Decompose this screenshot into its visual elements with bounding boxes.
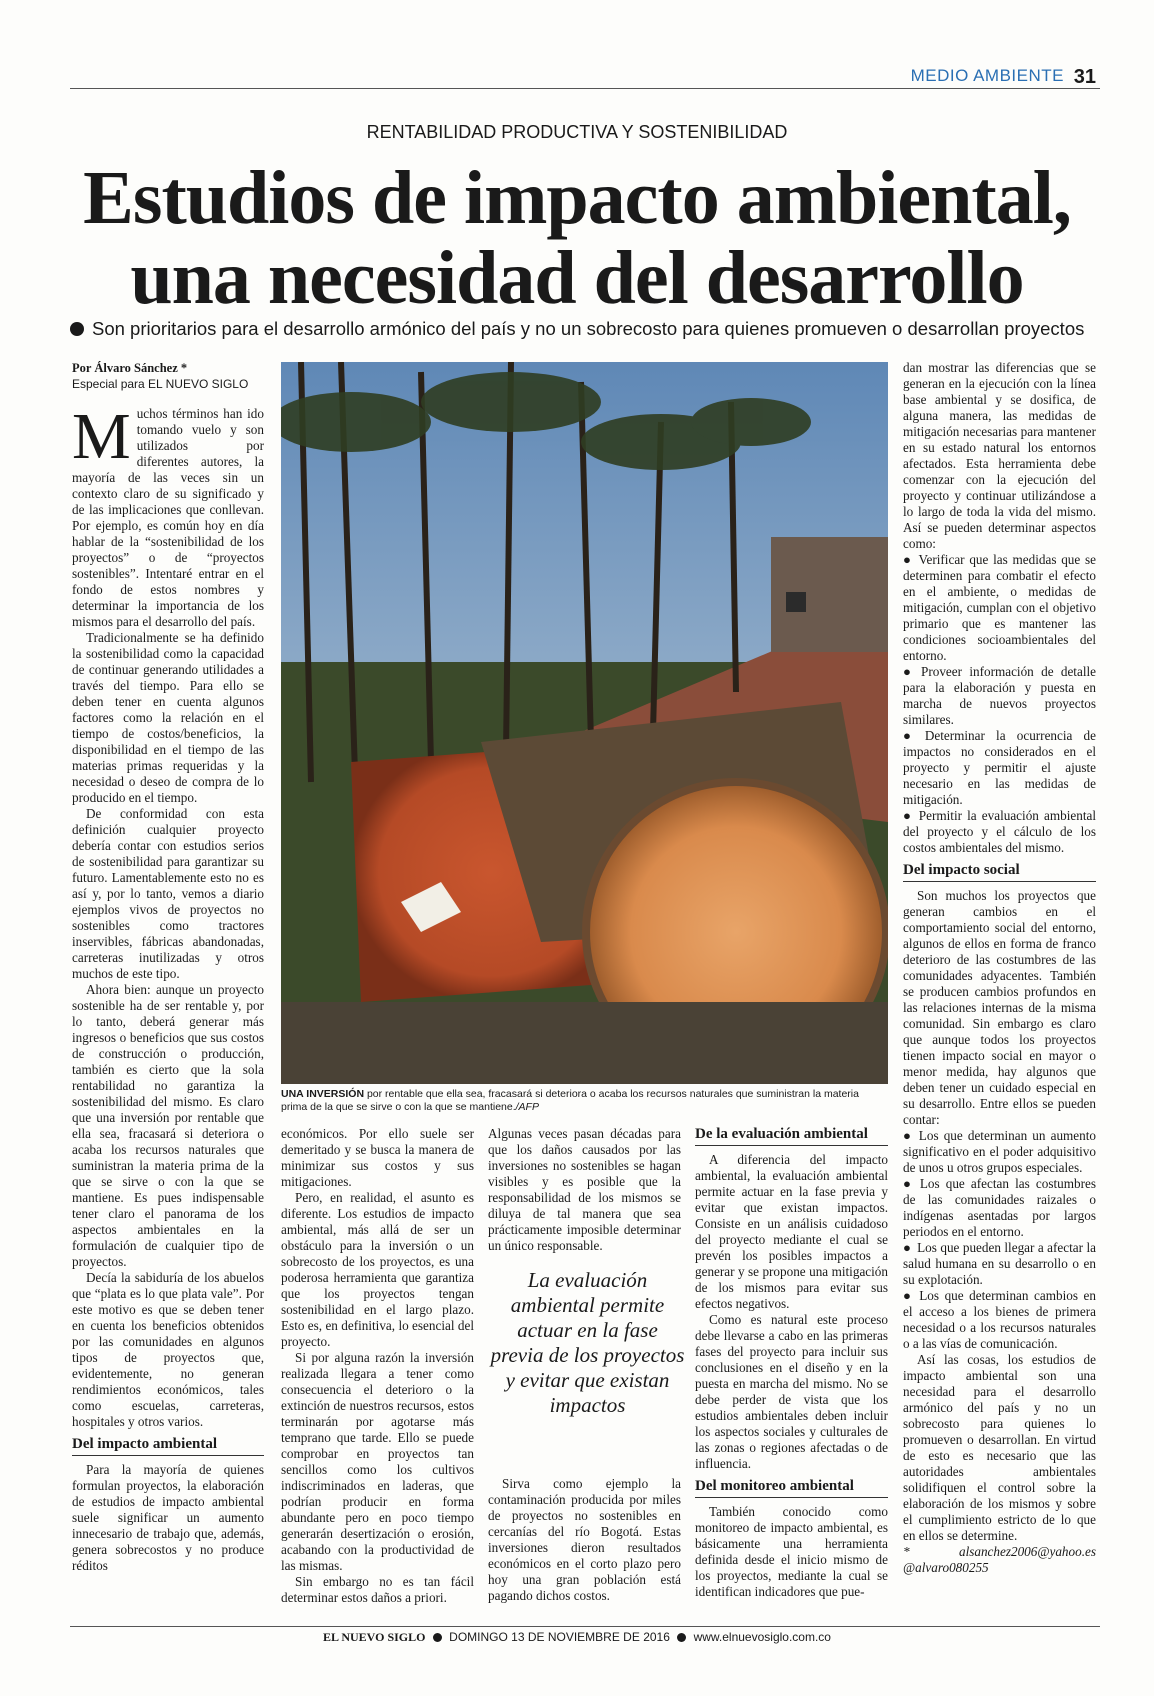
paragraph: De conformidad con esta definición cualquier proyecto debería contar con estudios serios de sostenibilidad para garantizar su futuro. Lamentablemente esto no es así y, por lo tanto, vemos a diario ejemplos vivos de proyectos no sostenibles como tractores inservibles, fábricas abandonadas, carreteras inutilizadas y otros muchos de este tipo. xyxy=(72,806,264,981)
newspaper-logo: EL NUEVO SIGLO xyxy=(323,1630,426,1644)
article-photo xyxy=(281,362,888,1084)
dropcap: M xyxy=(72,400,131,473)
page-number: 31 xyxy=(1073,66,1096,88)
deck xyxy=(70,318,1100,340)
paragraph: Como es natural este proceso debe llevarse a cabo en las primeras fases del proyecto para incluir sus conclusiones en el diseño y en la puesta en marcha del mismo. No se debe perder de vista que los estudios ambientales deben incluir los aspectos sociales y culturales de las zonas o regiones afectadas o de influencia. xyxy=(695,1312,888,1471)
section-label: MEDIO AMBIENTE xyxy=(910,66,1064,85)
column-5 xyxy=(903,360,1096,1576)
author-email: * alsanchez2006@yahoo.es @alvaro080255 xyxy=(903,1544,1096,1575)
column-1 xyxy=(72,360,264,1574)
paragraph: También conocido como monitoreo de impacto ambiental, es básicamente una herramienta definida desde el inicio mismo de los proyectos, mediante la cual se identifican indicadores que pue- xyxy=(695,1504,888,1599)
paragraph: Sin embargo no es tan fácil determinar estos daños a priori. xyxy=(281,1574,474,1605)
caption-lead: UNA INVERSIÓN xyxy=(281,1088,365,1100)
column-2 xyxy=(281,1126,474,1606)
deck-text: Son prioritarios para el desarrollo armónico del país y no un sobrecosto para quienes promueven o desarrollan proyectos xyxy=(92,318,1085,339)
paragraph: Sirva como ejemplo la contaminación producida por miles de proyectos no sostenibles en cercanías del río Bogotá. Estas inversiones dieron resultados económicos en el corto plazo pero hoy una gran población está pagando dichos costos. xyxy=(488,1476,681,1603)
subhead: Del impacto social xyxy=(903,862,1096,882)
bullet-icon xyxy=(677,1633,686,1642)
headline-line1: Estudios de impacto ambiental, xyxy=(83,156,1071,240)
column-4 xyxy=(695,1120,888,1600)
bullet-item: ● Verificar que las medidas que se determinen para combatir el efecto en el ambiente, o medidas de mitigación, cumplan con el objetivo primario que es mantener las condiciones socioambientales del entorno. xyxy=(903,552,1096,664)
bullet-item: ● Los que determinan cambios en el acceso a los bienes de primera necesidad o a los recursos naturales o a las vías de comunicación. xyxy=(903,1288,1096,1352)
paragraph: Son muchos los proyectos que generan cambios en el comportamiento social del entorno, algunos de ellos en forma de franco deterioro de las costumbres de las comunidades adyacentes. También se producen cambios profundos en las relaciones internas de la misma comunidad. Sin embargo es claro que aunque todos los proyectos tienen impacto social en mayor o menor medida, hay algunos que deben tener un cuidado especial en su desarrollo. Entre ellos se pueden contar: xyxy=(903,888,1096,1127)
column-3 xyxy=(488,1126,681,1254)
paragraph: Decía la sabiduría de los abuelos que “plata es lo que plata vale”. Por este motivo es que se deben tener en cuenta los beneficios obtenidos por las comunidades en algunos tipos de proyectos que, evidentemente, no generan rendimientos económicos, tales como escuelas, carreteras, hospitales y otros varios. xyxy=(72,1270,264,1429)
bullet-item: ● Los que afectan las costumbres de las comunidades raizales o indígenas asentadas por largos periodos en el entorno. xyxy=(903,1176,1096,1240)
kicker: RENTABILIDAD PRODUCTIVA Y SOSTENIBILIDAD xyxy=(366,122,788,142)
footer-date: DOMINGO 13 DE NOVIEMBRE DE 2016 xyxy=(449,1630,670,1644)
byline-author: Por Álvaro Sánchez * xyxy=(72,361,188,375)
bullet-item: ● Los que pueden llegar a afectar la salud humana en su desarrollo o en su explotación. xyxy=(903,1240,1096,1288)
bullet-item: ● Permitir la evaluación ambiental del proyecto y el cálculo de los costos ambientales del mismo. xyxy=(903,808,1096,856)
bullet-item: ● Proveer información de detalle para la elaboración y puesta en marcha de nuevos proyectos similares. xyxy=(903,664,1096,728)
headline-line2: una necesidad del desarrollo xyxy=(130,236,1024,320)
paragraph: Tradicionalmente se ha definido la sostenibilidad como la capacidad de continuar generando utilidades a través del tiempo. Para ello se deben tener en cuenta algunos factores como la relación en el tiempo de costos/beneficios, la disponibilidad en el tiempo de las materias primas requeridas y la necesidad o deseo de compra de lo producido en el tiempo. xyxy=(72,630,264,805)
subhead: De la evaluación ambiental xyxy=(695,1126,888,1146)
paragraph: Para la mayoría de quienes formulan proyectos, la elaboración de estudios de impacto ambiental suele significar un aumento innecesario de trabajo que, además, genera sobrecostos y no produce réditos xyxy=(72,1462,264,1573)
paragraph: Así las cosas, los estudios de impacto ambiental son una necesidad para el desarrollo armónico del país y no un sobrecosto para quienes lo promueven o desarrollan. En virtud de esto es necesario que las autoridades ambientales solidifiquen el control sobre la elaboración de los mismos y sobre el cumplimiento estricto de lo que en ellos se determine. xyxy=(903,1352,1096,1543)
paragraph: dan mostrar las diferencias que se generan en la ejecución con la línea base ambiental y se dosifica, de alguna manera, las medidas de mitigación necesarias para mantener en su estado natural los entornos afectados. Esta herramienta debe comenzar con la ejecución del proyecto y continuar utilizándose a lo largo de toda la vida del mismo. Así se pueden determinar aspectos como: xyxy=(903,360,1096,551)
subhead: Del monitoreo ambiental xyxy=(695,1478,888,1498)
header-rule xyxy=(70,88,1100,89)
caption-text: por rentable que ella sea, fracasará si deteriora o acaba los recursos naturales que suministran la materia prima de la que se sirve o con la que se mantiene. xyxy=(281,1088,859,1113)
byline-affiliation: Especial para EL NUEVO SIGLO xyxy=(72,377,249,391)
felled-logs-photo xyxy=(281,362,888,1084)
bullet-item: ● Los que determinan un aumento significativo en el poder adquisitivo de unos u otros grupos especiales. xyxy=(903,1128,1096,1176)
page-footer xyxy=(0,1630,1154,1645)
subhead: Del impacto ambiental xyxy=(72,1436,264,1456)
pull-quote: La evaluación ambiental permite actuar en la fase previa de los proyectos y evitar que existan impactos xyxy=(490,1268,685,1417)
paragraph: Algunas veces pasan décadas para que los daños causados por las inversiones no sostenibles se hagan visibles y es posible que la responsabilidad de los mismos se diluya de tal manera que sea prácticamente imposible determinar un único responsable. xyxy=(488,1126,681,1253)
paragraph: uchos términos han ido tomando vuelo y son utilizados por diferentes autores, la mayoría de las veces sin un contexto claro de su significado y de las implicaciones que conllevan. Por ejemplo, es común hoy en día hablar de la “sostenibilidad de los proyectos” o de “proyectos sostenibles”. Intentaré entrar en el fondo de estos nombres y determinar la importancia de los mismos para el desarrollo del país. xyxy=(72,406,264,629)
paragraph: Si por alguna razón la inversión realizada llegara a tener como consecuencia el deterioro o la extinción de nuestros recursos, estos terminarán por agotarse más temprano que tarde. Ello se puede comprobar en proyectos tan sencillos como los cultivos indiscriminados en laderas, que podrían producir en forma abundante pero en poco tiempo generarán desertización o erosión, acabando con la productividad de las mismas. xyxy=(281,1350,474,1573)
column-3-lower xyxy=(488,1476,681,1604)
caption-credit: /AFP xyxy=(515,1101,539,1113)
bullet-item: ● Determinar la ocurrencia de impactos no considerados en el proyecto y permitir el ajuste necesario en las medidas de mitigación. xyxy=(903,728,1096,808)
bullet-icon xyxy=(70,322,84,336)
paragraph: Pero, en realidad, el asunto es diferente. Los estudios de impacto ambiental, más allá de ser un obstáculo para la inversión o un sobrecosto de los proyectos, es una poderosa herramienta que garantiza que los proyectos tengan sostenibilidad en el largo plazo. Esto es, en definitiva, lo esencial del proyecto. xyxy=(281,1190,474,1349)
paragraph: A diferencia del impacto ambiental, la evaluación ambiental permite actuar en la fase previa y evitar que existan impactos. Consiste en un análisis cuidadoso del proyecto mediante el cual se prevén los posibles impactos a generar y se propone una mitigación de los mismos para evitar sus efectos negativos. xyxy=(695,1152,888,1311)
photo-caption xyxy=(281,1088,888,1114)
footer-website: www.elnuevosiglo.com.co xyxy=(693,1630,831,1644)
headline xyxy=(0,158,1154,318)
footer-rule xyxy=(70,1626,1100,1627)
paragraph: Ahora bien: aunque un proyecto sostenible ha de ser rentable y, por lo tanto, deberá generar más ingresos o beneficios que sus costos de construcción o producción, también es cierto que la sola rentabilidad no garantiza la sostenibilidad del mismo. Es claro que una inversión por rentable que ella sea, fracasará si deteriora o acaba los recursos naturales que suministran la materia prima de la que se sirve o con la que se mantiene. Es pues indispensable tener claro el panorama de los aspectos ambientales en la formulación de cualquier tipo de proyectos. xyxy=(72,982,264,1269)
bullet-icon xyxy=(433,1633,442,1642)
paragraph: económicos. Por ello suele ser demeritado y se busca la manera de minimizar sus costos y sus mitigaciones. xyxy=(281,1126,474,1189)
